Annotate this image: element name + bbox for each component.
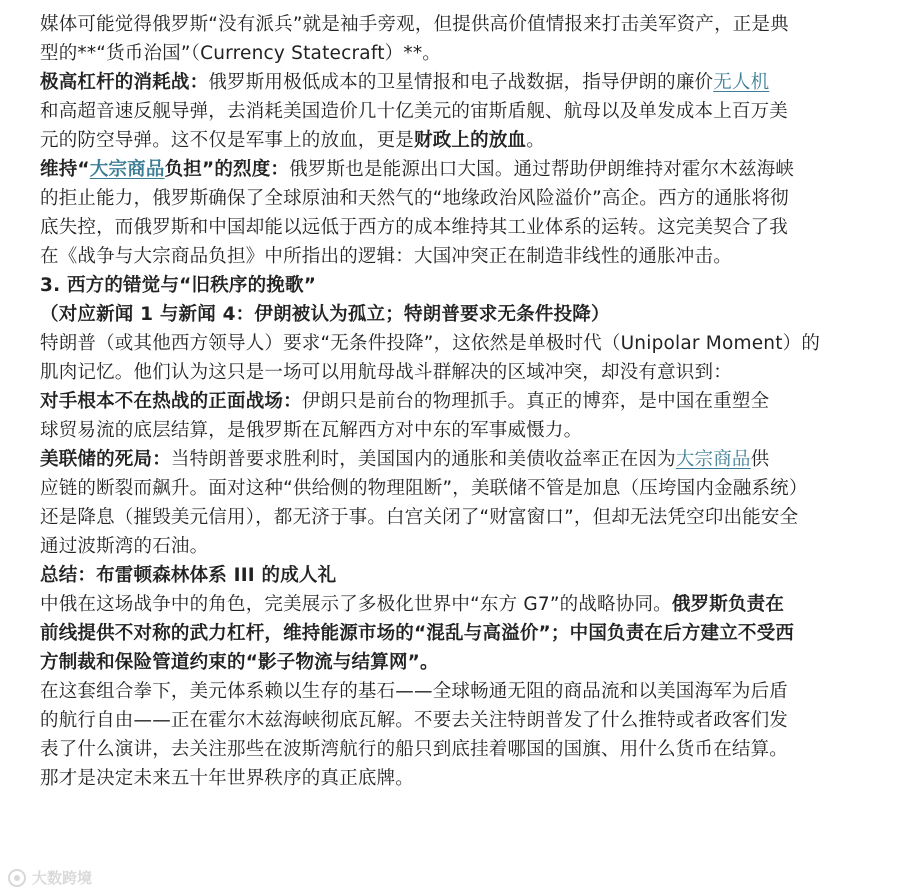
text-run: 应链的断裂而飙升。面对这种“供给侧的物理阻断”，美联储不管是加息（压垮国内金融系统） <box>40 478 808 499</box>
bold-text: 美联储的死局： <box>40 449 171 470</box>
inline-link[interactable]: 大宗商品 <box>89 159 165 180</box>
bold-text: 前线提供不对称的武力杠杆，维持能源市场的“混乱与高溢价”；中国负责在后方建立不受西 <box>40 623 795 644</box>
text-run: 在《战争与大宗商品负担》中所指出的逻辑：大国冲突正在制造非线性的通胀冲击。 <box>40 246 732 267</box>
text-run: 和高超音速反舰导弹，去消耗美国造价几十亿美元的宙斯盾舰、航母以及单发成本上百万美 <box>40 101 789 122</box>
bold-text: 俄罗斯负责在 <box>671 594 785 615</box>
text-run: 球贸易流的底层结算，是俄罗斯在瓦解西方对中东的军事威慑力。 <box>40 420 583 441</box>
text-run: 俄罗斯用极低成本的卫星情报和电子战数据，指导伊朗的廉价 <box>208 72 714 93</box>
inline-link[interactable]: 无人机 <box>713 72 770 93</box>
text-line <box>40 706 870 735</box>
watermark-text: 大数跨境 <box>32 869 93 887</box>
text-line <box>40 39 870 68</box>
text-line <box>40 561 870 590</box>
text-run: 还是降息（摧毁美元信用），都无济于事。白宫关闭了“财富窗口”，但却无法凭空印出能安全 <box>40 507 799 528</box>
watermark <box>8 867 92 888</box>
text-line <box>40 97 870 126</box>
text-run: 。 <box>526 130 545 151</box>
text-run: 特朗普（或其他西方领导人）要求“无条件投降”，这依然是单极时代（Unipolar Moment）的 <box>40 333 821 354</box>
text-run: 型的**“货币治国”（Currency Statecraft）**。 <box>40 43 441 64</box>
text-run: 中俄在这场战争中的角色，完美展示了多极化世界中“东方 G7”的战略协同。 <box>40 594 672 615</box>
text-line <box>40 590 870 619</box>
bold-text: 财政上的放血 <box>414 130 527 151</box>
text-run: 当特朗普要求胜利时，美国国内的通胀和美债收益率正在因为 <box>170 449 676 470</box>
text-line <box>40 764 870 793</box>
text-line <box>40 416 870 445</box>
text-line <box>40 126 870 155</box>
text-run: 在这套组合拳下，美元体系赖以生存的基石——全球畅通无阻的商品流和以美国海军为后盾 <box>40 681 789 702</box>
bold-text: 3. 西方的错觉与“旧秩序的挽歌” <box>40 275 317 296</box>
text-line <box>40 619 870 648</box>
text-line <box>40 329 870 358</box>
bold-text: 维持“ <box>40 159 90 180</box>
text-line <box>40 184 870 213</box>
text-run: 表了什么演讲，去关注那些在波斯湾航行的船只到底挂着哪国的国旗、用什么货币在结算。 <box>40 739 789 760</box>
text-line <box>40 155 870 184</box>
text-run: 俄罗斯也是能源出口大国。通过帮助伊朗维持对霍尔木兹海峡 <box>289 159 795 180</box>
text-line <box>40 445 870 474</box>
text-line <box>40 68 870 97</box>
brand-logo-icon <box>8 869 26 887</box>
bold-text: 总结：布雷顿森林体系 III 的成人礼 <box>40 565 337 586</box>
text-line <box>40 677 870 706</box>
text-line <box>40 300 870 329</box>
text-run: 通过波斯湾的石油。 <box>40 536 209 557</box>
text-line <box>40 735 870 764</box>
text-run: 的拒止能力，俄罗斯确保了全球原油和天然气的“地缘政治风险溢价”高企。西方的通胀将彻 <box>40 188 789 209</box>
bold-text: （对应新闻 1 与新闻 4：伊朗被认为孤立；特朗普要求无条件投降） <box>40 304 610 325</box>
inline-link[interactable]: 大宗商品 <box>675 449 751 470</box>
bold-text: 方制裁和保险管道约束的“影子物流与结算网”。 <box>40 652 439 673</box>
text-line <box>40 271 870 300</box>
text-run: 伊朗只是前台的物理抓手。真正的博弈，是中国在重塑全 <box>301 391 770 412</box>
text-line <box>40 10 870 39</box>
text-line <box>40 213 870 242</box>
text-run: 元的防空导弹。这不仅是军事上的放血，更是 <box>40 130 415 151</box>
text-line <box>40 532 870 561</box>
text-line <box>40 648 870 677</box>
text-line <box>40 242 870 271</box>
text-run: 那才是决定未来五十年世界秩序的真正底牌。 <box>40 768 415 789</box>
text-run: 媒体可能觉得俄罗斯“没有派兵”就是袖手旁观，但提供高价值情报来打击美军资产，正是典 <box>40 14 789 35</box>
text-line <box>40 358 870 387</box>
bold-text: 对手根本不在热战的正面战场： <box>40 391 302 412</box>
bold-text: 极高杠杆的消耗战： <box>40 72 209 93</box>
bold-text: 负担”的烈度： <box>164 159 290 180</box>
text-run: 肌肉记忆。他们认为这只是一场可以用航母战斗群解决的区域冲突，却没有意识到： <box>40 362 732 383</box>
text-run: 底失控，而俄罗斯和中国却能以远低于西方的成本维持其工业体系的运转。这完美契合了我 <box>40 217 789 238</box>
text-run: 的航行自由——正在霍尔木兹海峡彻底瓦解。不要去关注特朗普发了什么推特或者政客们发 <box>40 710 789 731</box>
text-line <box>40 503 870 532</box>
text-run: 供 <box>750 449 770 470</box>
article-body <box>40 10 870 793</box>
text-line <box>40 387 870 416</box>
text-line <box>40 474 870 503</box>
